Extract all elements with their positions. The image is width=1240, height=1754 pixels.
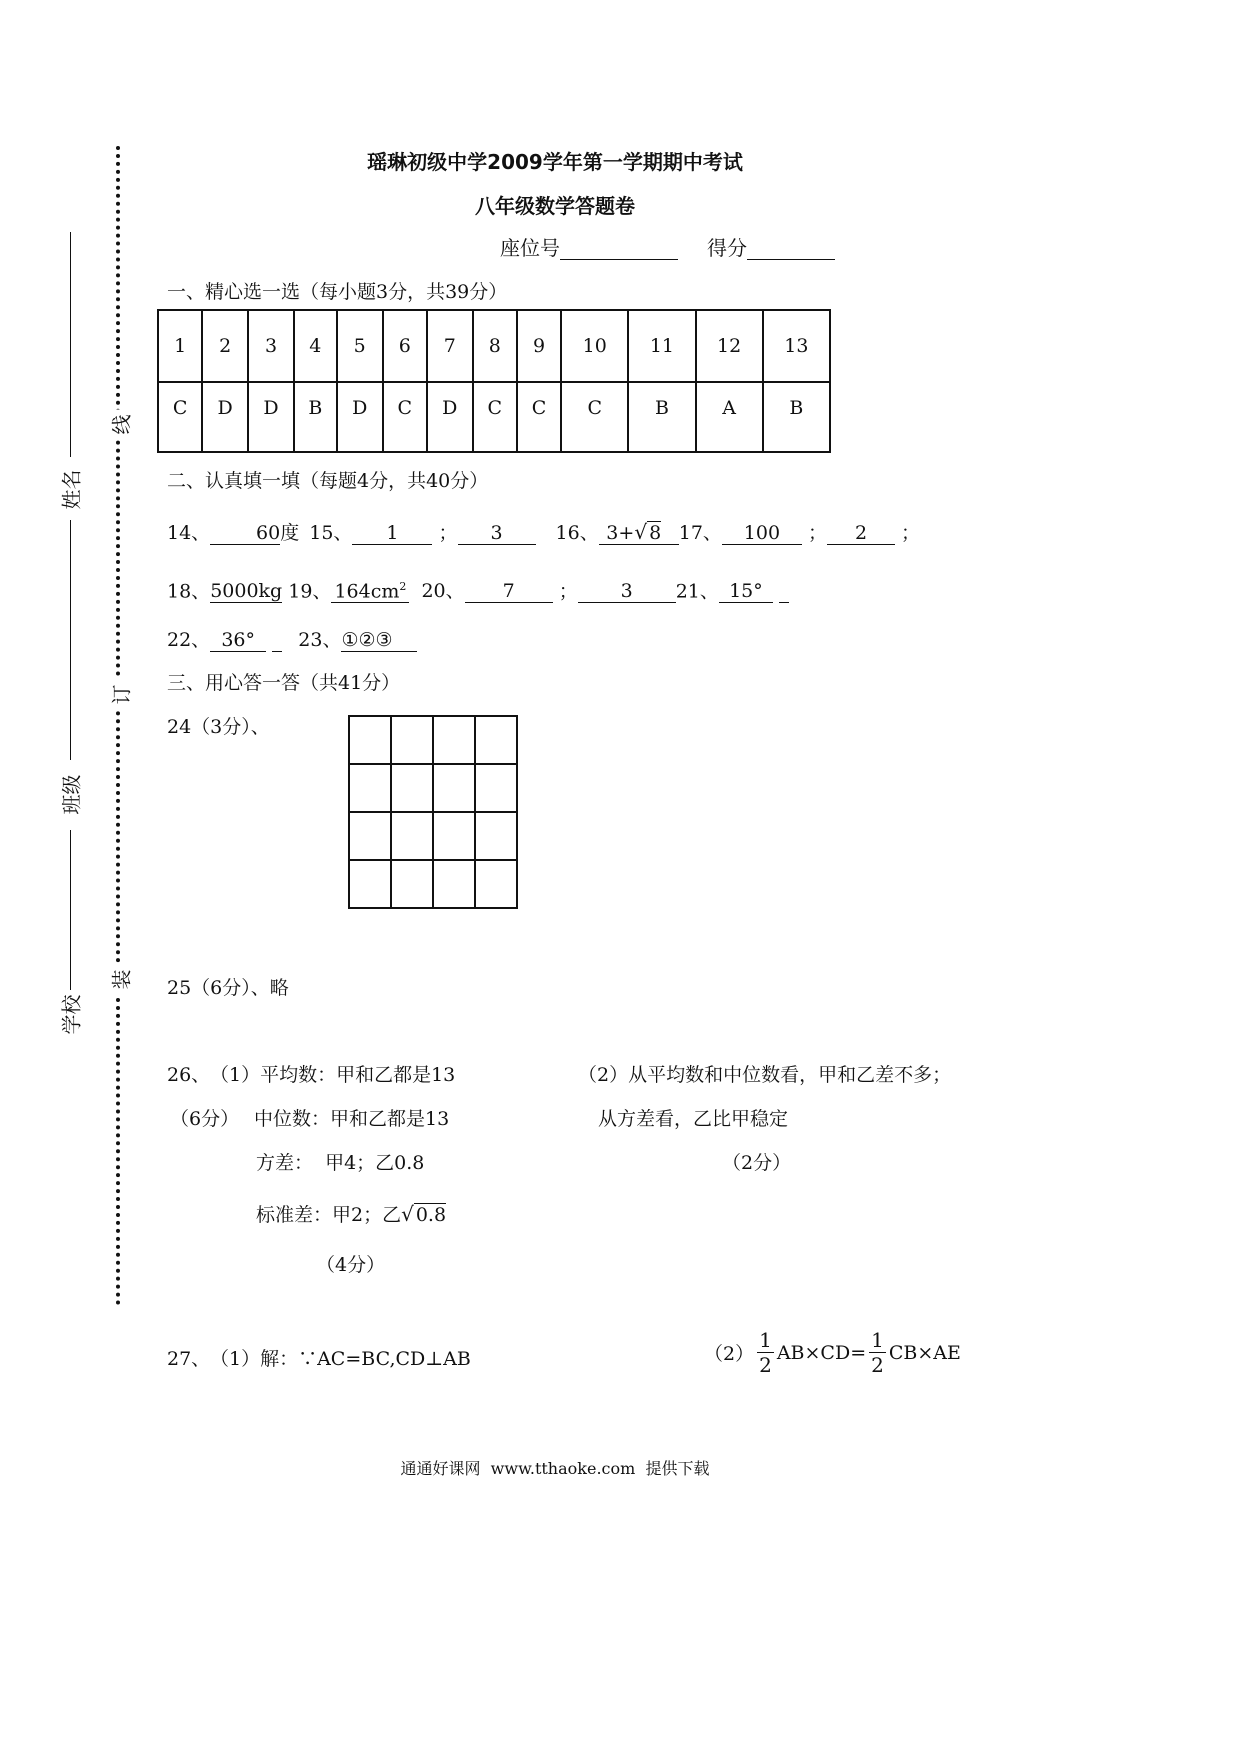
q19-exponent: 2 bbox=[399, 580, 407, 593]
q27-label: 27、 bbox=[167, 1348, 211, 1370]
q24-grid bbox=[348, 715, 518, 909]
q22-label: 22、 bbox=[167, 629, 211, 651]
margin-name-label: 姓名 bbox=[59, 469, 84, 510]
binding-ding-label: 订 bbox=[106, 680, 135, 710]
fill-row-3 bbox=[167, 625, 417, 652]
section3-heading: 三、用心答一答（共41分） bbox=[167, 672, 401, 694]
binding-dotted-line bbox=[116, 146, 120, 1306]
qnum-cell: 4 bbox=[294, 310, 337, 382]
q16-label: 16、 bbox=[555, 522, 599, 544]
sqrt-symbol: √ bbox=[634, 520, 648, 544]
binding-zhuang-label: 装 bbox=[106, 965, 135, 995]
q14-answer: 60 bbox=[210, 522, 280, 545]
margin-line-top bbox=[70, 232, 71, 457]
q14-unit: 度 bbox=[280, 522, 300, 544]
score-blank bbox=[747, 237, 835, 260]
answer-cell: B bbox=[294, 382, 337, 452]
q21-answer: 15° bbox=[719, 580, 773, 603]
seat-number-label: 座位号 bbox=[500, 236, 560, 260]
section1-heading: 一、精心选一选（每小题3分，共39分） bbox=[167, 281, 508, 303]
answer-cell: D bbox=[427, 382, 473, 452]
qnum-cell: 2 bbox=[202, 310, 248, 382]
answer-cell: C bbox=[383, 382, 427, 452]
answer-cell: B bbox=[628, 382, 695, 452]
answer-cell: A bbox=[696, 382, 763, 452]
q15-label: 15、 bbox=[309, 522, 353, 544]
qnum-cell: 1 bbox=[158, 310, 202, 382]
q27-part2-mid: AB×CD= bbox=[776, 1341, 867, 1364]
fill-row-2 bbox=[167, 576, 789, 603]
qnum-cell: 13 bbox=[763, 310, 830, 382]
answer-row bbox=[158, 382, 830, 452]
q19-answer bbox=[331, 576, 409, 603]
q20-label: 20、 bbox=[421, 580, 465, 603]
q22-tail-blank bbox=[272, 629, 282, 652]
margin-line-low bbox=[70, 830, 71, 990]
q25-label: 25（6分）、略 bbox=[167, 977, 289, 999]
answer-cell: C bbox=[158, 382, 202, 452]
page-subtitle: 八年级数学答题卷 bbox=[475, 194, 635, 218]
qnum-cell: 11 bbox=[628, 310, 695, 382]
qnum-cell: 6 bbox=[383, 310, 427, 382]
q15-answer-b: 3 bbox=[458, 522, 536, 545]
answer-cell: C bbox=[561, 382, 628, 452]
q22-answer: 36° bbox=[210, 629, 266, 652]
q20-answer-b: 3 bbox=[578, 580, 676, 603]
q19-value: 164cm bbox=[334, 580, 400, 603]
q26-mean: （1）平均数：甲和乙都是13 bbox=[210, 1064, 456, 1086]
answer-cell: C bbox=[517, 382, 561, 452]
choice-answer-table bbox=[157, 309, 831, 453]
seat-number-field bbox=[500, 232, 678, 261]
answer-cell: D bbox=[202, 382, 248, 452]
fraction-denominator: 2 bbox=[759, 1353, 772, 1377]
q17-answer-a: 100 bbox=[722, 522, 802, 545]
q23-answer: ①②③ bbox=[341, 629, 417, 652]
q16-radicand: 8 bbox=[649, 522, 662, 544]
answer-cell: C bbox=[473, 382, 517, 452]
q17-answer-b: 2 bbox=[827, 522, 895, 545]
footer-text: 通通好课网 www.tthaoke.com 提供下载 bbox=[400, 1459, 710, 1478]
q26-std-radicand: 0.8 bbox=[415, 1204, 447, 1226]
qnum-cell: 8 bbox=[473, 310, 517, 382]
q18-label: 18、 bbox=[167, 580, 211, 603]
answer-cell: D bbox=[337, 382, 383, 452]
q17-label: 17、 bbox=[678, 522, 722, 544]
answer-cell: B bbox=[763, 382, 830, 452]
section2-heading: 二、认真填一填（每题4分，共40分） bbox=[167, 470, 489, 492]
q21-label: 21、 bbox=[675, 580, 719, 603]
q16-answer bbox=[599, 521, 669, 545]
page-title: 瑶琳初级中学2009学年第一学期期中考试 bbox=[367, 150, 743, 174]
fill-row-1 bbox=[167, 518, 920, 545]
q15-answer-a: 1 bbox=[352, 522, 432, 545]
seat-number-blank bbox=[560, 237, 678, 260]
fraction-half bbox=[869, 1328, 886, 1377]
q24-label: 24（3分）、 bbox=[167, 716, 270, 738]
q26-points: （6分） bbox=[170, 1108, 240, 1130]
q26-label: 26、 bbox=[167, 1064, 211, 1086]
question-number-row bbox=[158, 310, 830, 382]
q16-prefix: 3+ bbox=[606, 522, 635, 544]
margin-school-label: 学校 bbox=[59, 994, 84, 1035]
q23-label: 23、 bbox=[298, 629, 342, 651]
fraction-denominator: 2 bbox=[871, 1353, 884, 1377]
score-label: 得分 bbox=[707, 236, 747, 260]
qnum-cell: 7 bbox=[427, 310, 473, 382]
q27-part2-label: （2） bbox=[704, 1343, 755, 1365]
q21-tail-blank bbox=[779, 580, 789, 603]
qnum-cell: 9 bbox=[517, 310, 561, 382]
separator: ； bbox=[901, 522, 921, 544]
sqrt-symbol: √ bbox=[401, 1202, 414, 1226]
qnum-cell: 12 bbox=[696, 310, 763, 382]
answer-cell: D bbox=[248, 382, 294, 452]
q26-variance: 方差： 甲4；乙0.8 bbox=[256, 1152, 425, 1174]
fraction-half bbox=[757, 1328, 774, 1377]
binding-xian-label: 线 bbox=[106, 410, 135, 440]
q19-label: 19、 bbox=[288, 580, 332, 603]
q26-part2-line2: 从方差看，乙比甲稳定 bbox=[598, 1108, 789, 1130]
q14-label: 14、 bbox=[167, 522, 211, 544]
q26-part2-score: （2分） bbox=[722, 1152, 792, 1174]
separator: ； bbox=[807, 522, 827, 544]
q26-std bbox=[256, 1200, 446, 1227]
qnum-cell: 5 bbox=[337, 310, 383, 382]
q18-answer: 5000kg bbox=[210, 580, 283, 603]
separator: ； bbox=[558, 580, 578, 603]
fraction-numerator: 1 bbox=[871, 1328, 884, 1352]
q26-std-prefix: 标准差：甲2；乙 bbox=[256, 1204, 402, 1226]
margin-class-label: 班级 bbox=[59, 774, 84, 815]
q27-part2 bbox=[704, 1328, 961, 1377]
qnum-cell: 10 bbox=[561, 310, 628, 382]
fraction-numerator: 1 bbox=[759, 1328, 772, 1352]
score-field bbox=[707, 232, 835, 261]
q26-median: 中位数：甲和乙都是13 bbox=[254, 1108, 450, 1130]
qnum-cell: 3 bbox=[248, 310, 294, 382]
q26-part1-score: （4分） bbox=[316, 1254, 386, 1276]
margin-line-mid bbox=[70, 520, 71, 760]
q27-part2-end: CB×AE bbox=[888, 1341, 961, 1364]
q26-part2-line1: （2）从平均数和中位数看，甲和乙差不多； bbox=[578, 1064, 952, 1086]
separator: ； bbox=[438, 522, 458, 544]
q20-answer-a: 7 bbox=[465, 580, 553, 603]
q16-tail-blank bbox=[669, 522, 679, 545]
q27-part1: （1）解：∵AC=BC,CD⊥AB bbox=[210, 1348, 471, 1370]
